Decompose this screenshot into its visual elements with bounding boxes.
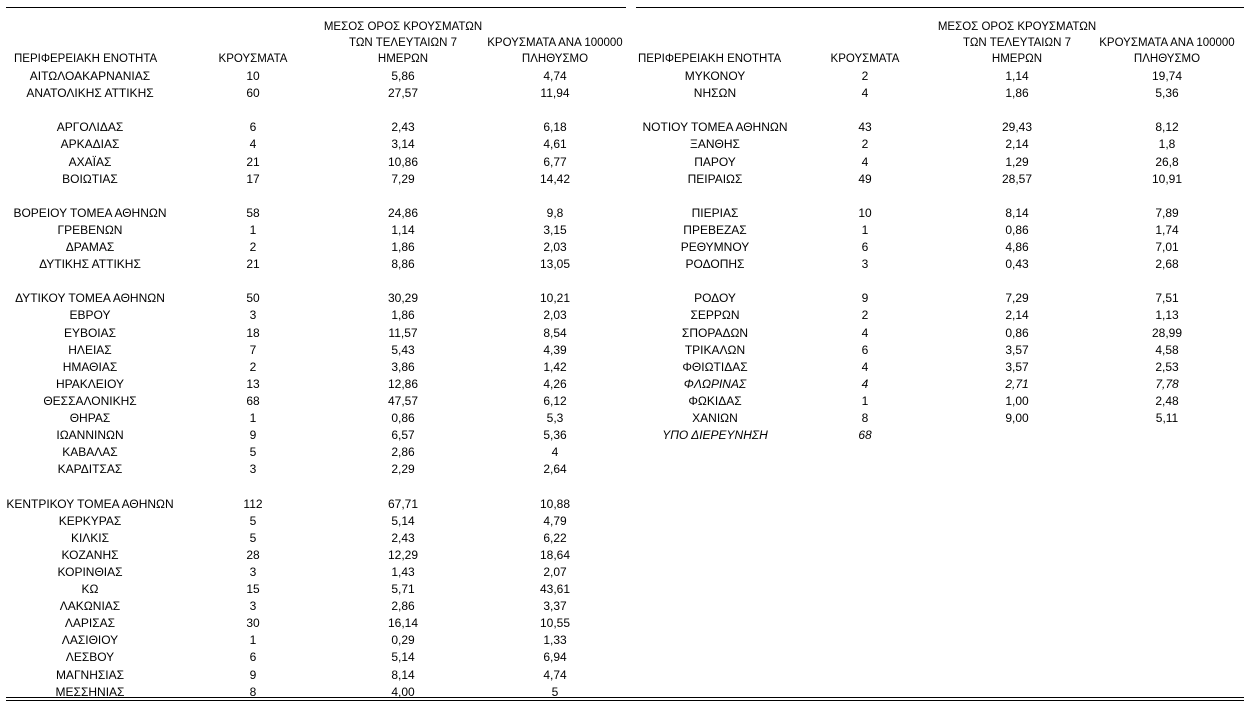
- cell-avg7: 5,14: [391, 650, 415, 665]
- cell-per100k: 10,88: [539, 496, 571, 511]
- cell-cases: 2: [249, 359, 257, 374]
- cell-per100k: 5,3: [546, 411, 564, 425]
- cell-cases: 1: [249, 411, 257, 425]
- cell-per100k: 2,64: [543, 462, 567, 477]
- cell-region: ΝΗΣΩΝ: [693, 86, 737, 101]
- cell-per100k: 3,15: [543, 222, 567, 237]
- cell-per100k: 4,74: [543, 667, 567, 682]
- cell-region: ΚΕΡΚΥΡΑΣ: [58, 513, 122, 528]
- cell-per100k: 2,07: [543, 564, 567, 579]
- cell-region: ΠΡΕΒΕΖΑΣ: [683, 222, 747, 237]
- cell-per100k: 26,8: [1155, 154, 1179, 169]
- cell-region: ΗΜΑΘΙΑΣ: [62, 359, 118, 374]
- cell-per100k: 4,74: [543, 69, 567, 83]
- cell-per100k: 11,94: [540, 86, 570, 101]
- cell-avg7: 1,86: [391, 308, 415, 323]
- cell-cases: 2: [861, 308, 869, 323]
- cell-avg7: 3,57: [1005, 359, 1029, 374]
- cell-per100k: 2,03: [543, 308, 567, 323]
- cell-region: ΡΟΔΟΥ: [694, 291, 736, 306]
- cell-per100k: 4,61: [543, 137, 567, 152]
- cell-avg7: 1,14: [391, 222, 415, 237]
- cell-per100k: 3,37: [543, 599, 567, 614]
- cell-per100k: 2,48: [1155, 393, 1179, 408]
- cell-cases: 6: [861, 342, 869, 357]
- cell-cases: 1: [861, 393, 869, 408]
- cell-region: ΞΑΝΘΗΣ: [690, 137, 740, 152]
- cell-per100k: 2,03: [543, 240, 567, 254]
- cell-region: ΘΕΣΣΑΛΟΝΙΚΗΣ: [43, 393, 137, 408]
- cell-region: ΠΕΙΡΑΙΩΣ: [687, 171, 743, 186]
- cell-avg7: 24,86: [387, 205, 419, 220]
- cell-per100k: 14,42: [539, 171, 571, 186]
- cell-per100k: 4,58: [1155, 342, 1179, 357]
- cell-avg7: 11,57: [388, 325, 418, 340]
- cell-per100k: 7,89: [1155, 205, 1179, 220]
- cell-per100k: 43,61: [539, 582, 571, 596]
- cell-avg7: 0,86: [1005, 325, 1029, 340]
- cell-region: ΠΙΕΡΙΑΣ: [691, 205, 739, 220]
- cell-cases: 43: [858, 120, 872, 135]
- cell-per100k: 6,77: [543, 154, 567, 169]
- top-border-left: [6, 7, 626, 8]
- cell-cases: 4: [861, 376, 869, 391]
- cell-per100k: 5,11: [1155, 411, 1179, 425]
- cell-avg7: 12,86: [387, 376, 419, 391]
- cell-cases: 21: [246, 154, 260, 169]
- cell-cases: 4: [861, 86, 869, 101]
- cell-region: ΛΑΚΩΝΙΑΣ: [59, 599, 121, 614]
- cell-avg7: 2,86: [391, 445, 415, 460]
- cell-avg7: 1,00: [1005, 393, 1029, 408]
- cell-per100k: 10,21: [539, 291, 571, 306]
- cell-avg7: 16,14: [387, 616, 419, 631]
- cell-region: ΝΟΤΙΟΥ ΤΟΜΕΑ ΑΘΗΝΩΝ: [642, 120, 788, 135]
- bottom-border-double: [6, 700, 1244, 701]
- cell-cases: 3: [861, 257, 869, 272]
- cell-cases: 68: [858, 428, 872, 443]
- cell-region: ΗΛΕΙΑΣ: [68, 342, 112, 357]
- header-cases-left: ΚΡΟΥΣΜΑΤΑ: [218, 53, 288, 65]
- cell-per100k: 7,01: [1155, 240, 1179, 254]
- cell-avg7: 0,29: [391, 633, 415, 648]
- cell-avg7: 1,14: [1005, 69, 1029, 83]
- cell-region: ΜΑΓΝΗΣΙΑΣ: [55, 667, 125, 682]
- cell-per100k: 1,33: [543, 633, 567, 648]
- cell-cases: 17: [246, 171, 260, 186]
- cell-region: ΦΛΩΡΙΝΑΣ: [683, 376, 747, 391]
- cell-per100k: 28,99: [1151, 325, 1183, 340]
- cell-per100k: 10,55: [539, 616, 571, 631]
- cell-cases: 9: [249, 428, 257, 443]
- cell-cases: 58: [246, 205, 260, 220]
- cell-per100k: 7,51: [1155, 291, 1179, 306]
- cell-per100k: 19,74: [1151, 69, 1183, 83]
- cell-cases: 2: [249, 240, 257, 254]
- cell-avg7: 7,29: [1005, 291, 1029, 306]
- cell-avg7: 2,43: [391, 120, 415, 135]
- header-region-left: ΠΕΡΙΦΕΡΕΙΑΚΗ ΕΝΟΤΗΤΑ: [14, 53, 158, 65]
- cell-per100k: 2,68: [1155, 257, 1179, 272]
- cell-cases: 3: [249, 308, 257, 323]
- cell-per100k: 1,42: [543, 359, 567, 374]
- cell-region: ΣΕΡΡΩΝ: [690, 308, 740, 323]
- cell-cases: 68: [246, 393, 260, 408]
- cell-avg7: 2,86: [391, 599, 415, 614]
- cell-cases: 4: [249, 137, 257, 152]
- cell-avg7: 6,57: [391, 428, 415, 443]
- cell-cases: 15: [246, 582, 260, 596]
- cell-avg7: 27,57: [387, 86, 419, 101]
- cell-per100k: 8,12: [1155, 120, 1179, 135]
- cell-per100k: 8,54: [543, 325, 567, 340]
- cell-region: ΤΡΙΚΑΛΩΝ: [684, 342, 746, 357]
- cell-avg7: 2,14: [1005, 308, 1029, 323]
- cell-per100k: 9,8: [546, 205, 564, 220]
- cell-region: ΓΡΕΒΕΝΩΝ: [57, 222, 123, 237]
- cell-cases: 21: [246, 257, 260, 272]
- cell-cases: 1: [249, 222, 257, 237]
- cell-region: ΠΑΡΟΥ: [694, 154, 736, 169]
- cell-per100k: 5,36: [543, 428, 567, 443]
- cell-avg7: 5,86: [391, 69, 415, 83]
- cell-cases: 50: [246, 291, 260, 306]
- cell-region: ΡΟΔΟΠΗΣ: [685, 257, 745, 272]
- cell-per100k: 5,36: [1155, 86, 1179, 101]
- cell-cases: 2: [861, 69, 869, 83]
- cell-region: ΚΟΡΙΝΘΙΑΣ: [57, 564, 123, 579]
- cell-cases: 10: [246, 69, 260, 83]
- cell-avg7: 0,86: [1005, 222, 1029, 237]
- cell-per100k: 1,8: [1158, 137, 1176, 152]
- cell-region: ΛΕΣΒΟΥ: [65, 650, 115, 665]
- cell-region: ΚΕΝΤΡΙΚΟΥ ΤΟΜΕΑ ΑΘΗΝΩΝ: [6, 496, 174, 511]
- cell-region: ΑΙΤΩΛΟΑΚΑΡΝΑΝΙΑΣ: [29, 69, 151, 83]
- cell-avg7: 0,43: [1005, 257, 1029, 272]
- cell-region: ΚΑΡΔΙΤΣΑΣ: [57, 462, 123, 477]
- cell-per100k: 6,22: [543, 530, 567, 545]
- cell-region: ΜΕΣΣΗΝΙΑΣ: [55, 684, 125, 699]
- cell-region: ΗΡΑΚΛΕΙΟΥ: [55, 376, 125, 391]
- cell-avg7: 10,86: [387, 154, 419, 169]
- cell-avg7: 3,86: [391, 359, 415, 374]
- cell-avg7: 8,86: [391, 257, 415, 272]
- cell-region: ΑΡΓΟΛΙΔΑΣ: [56, 120, 124, 135]
- cell-per100k: 10,91: [1151, 171, 1183, 186]
- cell-region: ΡΕΘΥΜΝΟΥ: [680, 240, 750, 254]
- cell-per100k: 18,64: [539, 547, 571, 562]
- bottom-border: [6, 697, 1244, 698]
- cell-avg7: 1,86: [1005, 86, 1029, 101]
- cell-region: ΥΠΟ ΔΙΕΡΕΥΝΗΣΗ: [662, 428, 768, 443]
- cell-region: ΔΥΤΙΚΗΣ ΑΤΤΙΚΗΣ: [39, 257, 141, 272]
- cell-region: ΜΥΚΟΝΟΥ: [684, 69, 746, 83]
- cell-avg7: 1,43: [391, 564, 415, 579]
- cell-cases: 13: [246, 376, 260, 391]
- cell-region: ΣΠΟΡΑΔΩΝ: [681, 325, 749, 340]
- cell-region: ΘΗΡΑΣ: [69, 411, 111, 425]
- cell-avg7: 4,86: [1005, 240, 1029, 254]
- cell-avg7: 47,57: [387, 393, 419, 408]
- cell-cases: 7: [249, 342, 257, 357]
- cell-cases: 5: [249, 530, 257, 545]
- cell-per100k: 6,18: [543, 120, 567, 135]
- cell-region: ΚΙΛΚΙΣ: [70, 530, 110, 545]
- cell-avg7: 9,00: [1005, 411, 1029, 425]
- cell-region: ΑΡΚΑΔΙΑΣ: [60, 137, 120, 152]
- cell-region: ΒΟΙΩΤΙΑΣ: [62, 171, 118, 186]
- cell-avg7: 2,29: [391, 462, 415, 477]
- cell-avg7: 3,57: [1005, 342, 1029, 357]
- cell-region: ΒΟΡΕΙΟΥ ΤΟΜΕΑ ΑΘΗΝΩΝ: [13, 205, 167, 220]
- header-region-right: ΠΕΡΙΦΕΡΕΙΑΚΗ ΕΝΟΤΗΤΑ: [638, 53, 782, 65]
- cell-avg7: 29,43: [1001, 120, 1033, 135]
- cell-cases: 49: [858, 171, 872, 186]
- cell-cases: 60: [246, 86, 260, 101]
- cell-cases: 4: [861, 154, 869, 169]
- cell-region: ΚΟΖΑΝΗΣ: [61, 547, 119, 562]
- cell-cases: 30: [246, 616, 260, 631]
- cell-region: ΙΩΑΝΝΙΝΩΝ: [56, 428, 124, 443]
- cell-per100k: 1,74: [1155, 222, 1179, 237]
- cell-avg7: 2,43: [391, 530, 415, 545]
- cell-cases: 9: [249, 667, 257, 682]
- cell-cases: 4: [861, 325, 869, 340]
- cell-cases: 8: [249, 684, 257, 699]
- cell-cases: 2: [861, 137, 869, 152]
- header-per100k-right: ΚΡΟΥΣΜΑΤΑ ΑΝΑ 100000 ΠΛΗΘΥΣΜΟ: [1099, 37, 1235, 65]
- cell-avg7: 5,14: [391, 513, 415, 528]
- cell-region: ΛΑΣΙΘΙΟΥ: [61, 633, 119, 648]
- cell-region: ΔΡΑΜΑΣ: [65, 240, 115, 254]
- cell-region: ΦΘΙΩΤΙΔΑΣ: [682, 359, 748, 374]
- cell-avg7: 2,14: [1005, 137, 1029, 152]
- cell-region: ΚΑΒΑΛΑΣ: [62, 445, 118, 460]
- cell-region: ΧΑΝΙΩΝ: [692, 411, 738, 425]
- cell-per100k: 4,26: [543, 376, 567, 391]
- cell-region: ΛΑΡΙΣΑΣ: [64, 616, 116, 631]
- cell-cases: 6: [861, 240, 869, 254]
- header-cases-right: ΚΡΟΥΣΜΑΤΑ: [830, 53, 900, 65]
- cell-per100k: 7,78: [1155, 376, 1179, 391]
- cell-avg7: 30,29: [387, 291, 419, 306]
- cell-per100k: 4: [551, 445, 559, 460]
- cell-cases: 8: [861, 411, 869, 425]
- cell-cases: 1: [861, 222, 869, 237]
- cell-avg7: 8,14: [1005, 205, 1029, 220]
- cell-region: ΚΩ: [81, 582, 99, 596]
- cell-region: ΦΩΚΙΔΑΣ: [688, 393, 742, 408]
- cell-cases: 6: [249, 650, 257, 665]
- cell-region: ΑΝΑΤΟΛΙΚΗΣ ΑΤΤΙΚΗΣ: [26, 86, 154, 101]
- cell-avg7: 28,57: [1001, 171, 1033, 186]
- cell-cases: 28: [246, 547, 260, 562]
- cell-cases: 6: [249, 120, 257, 135]
- cell-avg7: 5,43: [391, 342, 415, 357]
- cell-cases: 3: [249, 599, 257, 614]
- header-avg7-right: ΜΕΣΟΣ ΟΡΟΣ ΚΡΟΥΣΜΑΤΩΝ ΤΩΝ ΤΕΛΕΥΤΑΙΩΝ 7 ΗΜΕΡΩΝ: [937, 21, 1097, 65]
- cell-avg7: 67,71: [387, 496, 419, 511]
- cell-cases: 4: [861, 359, 869, 374]
- header-avg7-left: ΜΕΣΟΣ ΟΡΟΣ ΚΡΟΥΣΜΑΤΩΝ ΤΩΝ ΤΕΛΕΥΤΑΙΩΝ 7 ΗΜΕΡΩΝ: [323, 21, 483, 65]
- cell-per100k: 5: [551, 684, 559, 699]
- cell-cases: 5: [249, 445, 257, 460]
- cell-avg7: 4,00: [391, 684, 415, 699]
- cell-region: ΕΒΡΟΥ: [69, 308, 111, 323]
- cell-cases: 3: [249, 564, 257, 579]
- cell-per100k: 6,12: [543, 393, 567, 408]
- header-per100k-left: ΚΡΟΥΣΜΑΤΑ ΑΝΑ 100000 ΠΛΗΘΥΣΜΟ: [487, 37, 623, 65]
- cell-cases: 10: [858, 205, 872, 220]
- top-border-right: [636, 7, 1244, 8]
- cell-avg7: 2,71: [1005, 376, 1029, 391]
- cell-cases: 9: [861, 291, 869, 306]
- cell-per100k: 2,53: [1155, 359, 1179, 374]
- cell-region: ΔΥΤΙΚΟΥ ΤΟΜΕΑ ΑΘΗΝΩΝ: [15, 291, 165, 306]
- cell-region: ΕΥΒΟΙΑΣ: [63, 325, 117, 340]
- cell-per100k: 4,39: [543, 342, 567, 357]
- cell-avg7: 7,29: [391, 171, 415, 186]
- cell-region: ΑΧΑΪΑΣ: [68, 154, 112, 169]
- cell-per100k: 13,05: [539, 257, 571, 272]
- cell-per100k: 4,79: [543, 513, 567, 528]
- cell-avg7: 12,29: [387, 547, 419, 562]
- cell-avg7: 1,29: [1005, 154, 1029, 169]
- cell-per100k: 6,94: [543, 650, 567, 665]
- cell-cases: 18: [246, 325, 260, 340]
- cell-cases: 3: [249, 462, 257, 477]
- cell-avg7: 5,71: [391, 582, 415, 596]
- cell-avg7: 8,14: [391, 667, 415, 682]
- cell-cases: 5: [249, 513, 257, 528]
- cell-cases: 112: [243, 496, 263, 511]
- cell-per100k: 1,13: [1155, 308, 1179, 323]
- cell-avg7: 3,14: [391, 137, 415, 152]
- cell-cases: 1: [249, 633, 257, 648]
- cell-avg7: 0,86: [391, 411, 415, 425]
- cell-avg7: 1,86: [391, 240, 415, 254]
